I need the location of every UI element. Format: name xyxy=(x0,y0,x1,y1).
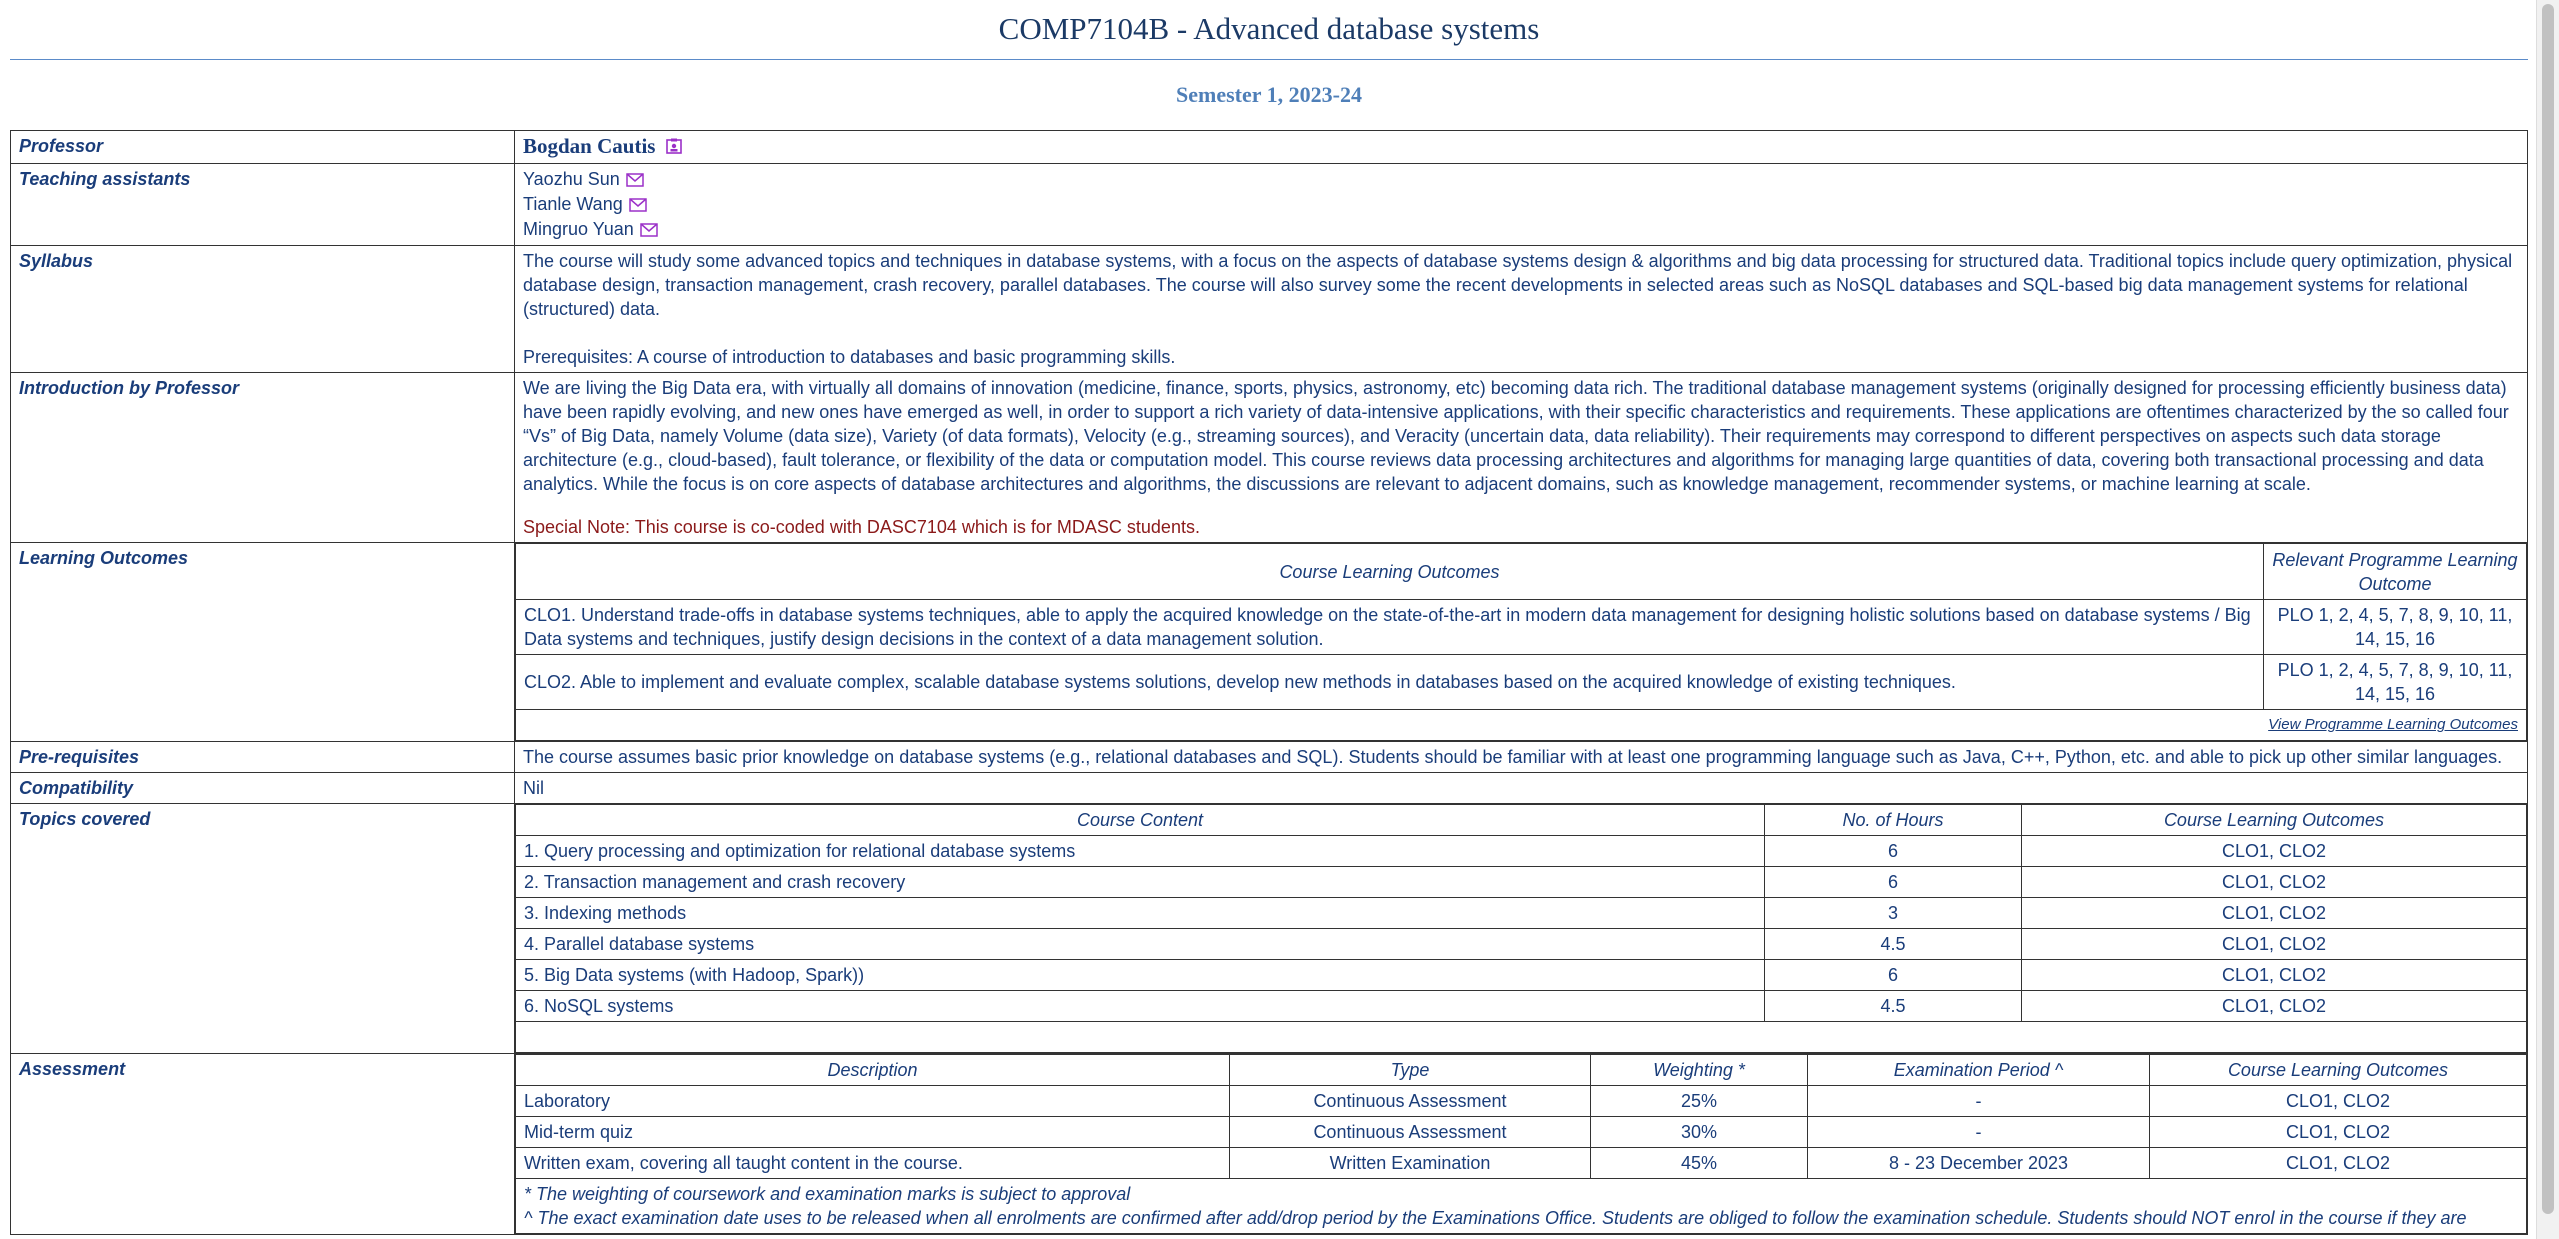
topic-content: 3. Indexing methods xyxy=(516,898,1765,929)
outcomes-table xyxy=(515,543,2527,741)
assessment-table xyxy=(515,1054,2527,1234)
topic-hours: 4.5 xyxy=(1765,991,2022,1022)
semester-heading: Semester 1, 2023-24 xyxy=(1176,82,1362,107)
course-page xyxy=(10,0,2528,1235)
outcome-plo: PLO 1, 2, 4, 5, 7, 8, 9, 10, 11, 14, 15, 16 xyxy=(2264,600,2527,655)
label-tas: Teaching assistants xyxy=(11,164,515,246)
topics-table xyxy=(515,804,2527,1053)
ta-item xyxy=(523,192,2519,217)
topic-hours: 4.5 xyxy=(1765,929,2022,960)
row-outcomes xyxy=(11,543,2528,742)
outcome-row xyxy=(516,655,2527,710)
assessment-desc: Laboratory xyxy=(516,1086,1230,1117)
page-title: COMP7104B - Advanced database systems xyxy=(998,11,1540,46)
outcomes-header-plo: Relevant Programme Learning Outcome xyxy=(2264,544,2527,600)
vertical-scrollbar[interactable] xyxy=(2536,0,2559,1239)
topic-clo: CLO1, CLO2 xyxy=(2022,960,2527,991)
topics-header-content: Course Content xyxy=(516,805,1765,836)
assessment-exam: - xyxy=(1808,1086,2150,1117)
prereq-text: The course assumes basic prior knowledge on database systems (e.g., relational databases and SQL). Students should be familiar with at least one programming language such as Java, C++, Python, etc. and able to pick up other similar languages. xyxy=(515,742,2528,773)
topic-clo: CLO1, CLO2 xyxy=(2022,991,2527,1022)
topic-clo: CLO1, CLO2 xyxy=(2022,867,2527,898)
topic-row xyxy=(516,836,2527,867)
exam-date-note: ^ The exact examination date uses to be released when all enrolments are confirmed after add/drop period by the Examinations Office. Students are obliged to follow the examination schedule. Students should NOT enrol in the course if they are xyxy=(524,1208,2467,1229)
mail-icon[interactable] xyxy=(640,219,658,243)
assessment-row xyxy=(516,1086,2527,1117)
topic-hours: 6 xyxy=(1765,867,2022,898)
mail-icon[interactable] xyxy=(629,194,647,218)
special-note: Special Note: This course is co-coded with DASC7104 which is for MDASC students. xyxy=(523,517,1200,538)
row-compat xyxy=(11,773,2528,804)
assessment-exam: - xyxy=(1808,1117,2150,1148)
assessment-header-exam: Examination Period ^ xyxy=(1808,1055,2150,1086)
topic-hours: 6 xyxy=(1765,960,2022,991)
intro-text: We are living the Big Data era, with virtually all domains of innovation (medicine, finance, sports, physics, astronomy, etc) becoming data rich. The traditional database management systems (originally designed for processing efficiently business data) have been rapidly evolving, and new ones have emerged as well, in order to support a rich variety of data-intensive applications, with their specific characteristics and requirements. These applications are oftentimes characterized by the so called four “Vs” of Big Data, namely Volume (data size), Variety (of data formats), Velocity (e.g., streaming sources), and Veracity (uncertain data, data reliability). Their requirements may correspond to different perspectives on aspects such data storage architecture (e.g., cloud-based), fault tolerance, or flexibility of the data or computation model. This course reviews data processing architectures and algorithms for managing large quantities of data, covering both transactional processing and data analytics. While the focus is on core aspects of database architectures and algorithms, the discussions are relevant to adjacent domains, such as knowledge management, recommender systems, or machine learning at scale. xyxy=(523,378,2509,495)
label-compat: Compatibility xyxy=(11,773,515,804)
topic-row xyxy=(516,960,2527,991)
row-topics xyxy=(11,804,2528,1054)
assessment-exam: 8 - 23 December 2023 xyxy=(1808,1148,2150,1179)
row-syllabus xyxy=(11,246,2528,373)
ta-item xyxy=(523,167,2519,192)
assessment-desc: Mid-term quiz xyxy=(516,1117,1230,1148)
weighting-note: * The weighting of coursework and examination marks is subject to approval xyxy=(524,1184,1131,1205)
view-plo-link[interactable]: View Programme Learning Outcomes xyxy=(2268,716,2518,734)
assessment-row xyxy=(516,1117,2527,1148)
assessment-clo: CLO1, CLO2 xyxy=(2150,1086,2527,1117)
topic-clo: CLO1, CLO2 xyxy=(2022,836,2527,867)
assessment-weight: 25% xyxy=(1591,1086,1808,1117)
label-topics: Topics covered xyxy=(11,804,515,1054)
topic-hours: 6 xyxy=(1765,836,2022,867)
ta-name: Mingruo Yuan xyxy=(523,219,634,240)
topic-content: 2. Transaction management and crash recovery xyxy=(516,867,1765,898)
assessment-desc: Written exam, covering all taught content in the course. xyxy=(516,1148,1230,1179)
ta-name: Tianle Wang xyxy=(523,194,623,215)
assessment-type: Continuous Assessment xyxy=(1230,1117,1591,1148)
row-intro xyxy=(11,373,2528,543)
syllabus-text: The course will study some advanced topics and techniques in database systems, with a focus on the aspects of database systems design & algorithms and big data processing for structured data. Traditional topics include query optimization, physical database design, transaction management, crash recovery, parallel databases. The course will also survey some the recent developments in selected areas such as NoSQL databases and SQL-based big data management systems for relational (structured) data. xyxy=(523,251,2513,320)
syllabus-prereq: Prerequisites: A course of introduction to databases and basic programming skills. xyxy=(523,347,1176,368)
outcomes-header-clo: Course Learning Outcomes xyxy=(516,544,2264,600)
row-professor xyxy=(11,131,2528,164)
topic-row xyxy=(516,929,2527,960)
topic-row xyxy=(516,991,2527,1022)
assessment-weight: 30% xyxy=(1591,1117,1808,1148)
label-outcomes: Learning Outcomes xyxy=(11,543,515,742)
assessment-type: Written Examination xyxy=(1230,1148,1591,1179)
label-professor: Professor xyxy=(11,131,515,164)
topic-clo: CLO1, CLO2 xyxy=(2022,929,2527,960)
topics-header-clo: Course Learning Outcomes xyxy=(2022,805,2527,836)
topic-hours: 3 xyxy=(1765,898,2022,929)
outcome-plo: PLO 1, 2, 4, 5, 7, 8, 9, 10, 11, 14, 15, 16 xyxy=(2264,655,2527,710)
assessment-clo: CLO1, CLO2 xyxy=(2150,1117,2527,1148)
label-prereq: Pre-requisites xyxy=(11,742,515,773)
assessment-header-clo: Course Learning Outcomes xyxy=(2150,1055,2527,1086)
course-info-table xyxy=(10,130,2528,1235)
assessment-header-desc: Description xyxy=(516,1055,1230,1086)
assessment-clo: CLO1, CLO2 xyxy=(2150,1148,2527,1179)
title-divider xyxy=(10,59,2528,60)
label-syllabus: Syllabus xyxy=(11,246,515,373)
topic-content: 6. NoSQL systems xyxy=(516,991,1765,1022)
ta-item xyxy=(523,217,2519,242)
assessment-weight: 45% xyxy=(1591,1148,1808,1179)
topic-content: 1. Query processing and optimization for relational database systems xyxy=(516,836,1765,867)
row-prereq xyxy=(11,742,2528,773)
topic-content: 4. Parallel database systems xyxy=(516,929,1765,960)
assessment-header-weight: Weighting * xyxy=(1591,1055,1808,1086)
ta-name: Yaozhu Sun xyxy=(523,169,620,190)
profile-icon[interactable] xyxy=(666,136,682,160)
topic-content: 5. Big Data systems (with Hadoop, Spark)) xyxy=(516,960,1765,991)
topic-row xyxy=(516,867,2527,898)
outcome-row xyxy=(516,600,2527,655)
topics-header-hours: No. of Hours xyxy=(1765,805,2022,836)
outcome-clo: CLO1. Understand trade-offs in database systems techniques, able to apply the acquired knowledge on the state-of-the-art in modern data management for designing holistic solutions based on database systems / Big Data systems and techniques, justify design decisions in the context of a data management solution. xyxy=(516,600,2264,655)
row-assessment xyxy=(11,1054,2528,1235)
outcome-clo: CLO2. Able to implement and evaluate complex, scalable database systems solutions, develop new methods in databases based on the acquired knowledge of existing techniques. xyxy=(516,655,2264,710)
topic-row xyxy=(516,898,2527,929)
professor-name: Bogdan Cautis xyxy=(523,134,656,158)
compat-text: Nil xyxy=(515,773,2528,804)
label-intro: Introduction by Professor xyxy=(11,373,515,543)
label-assessment: Assessment xyxy=(11,1054,515,1235)
topic-clo: CLO1, CLO2 xyxy=(2022,898,2527,929)
assessment-row xyxy=(516,1148,2527,1179)
assessment-type: Continuous Assessment xyxy=(1230,1086,1591,1117)
mail-icon[interactable] xyxy=(626,169,644,193)
assessment-header-type: Type xyxy=(1230,1055,1591,1086)
row-tas xyxy=(11,164,2528,246)
scrollbar-thumb[interactable] xyxy=(2542,4,2554,1214)
